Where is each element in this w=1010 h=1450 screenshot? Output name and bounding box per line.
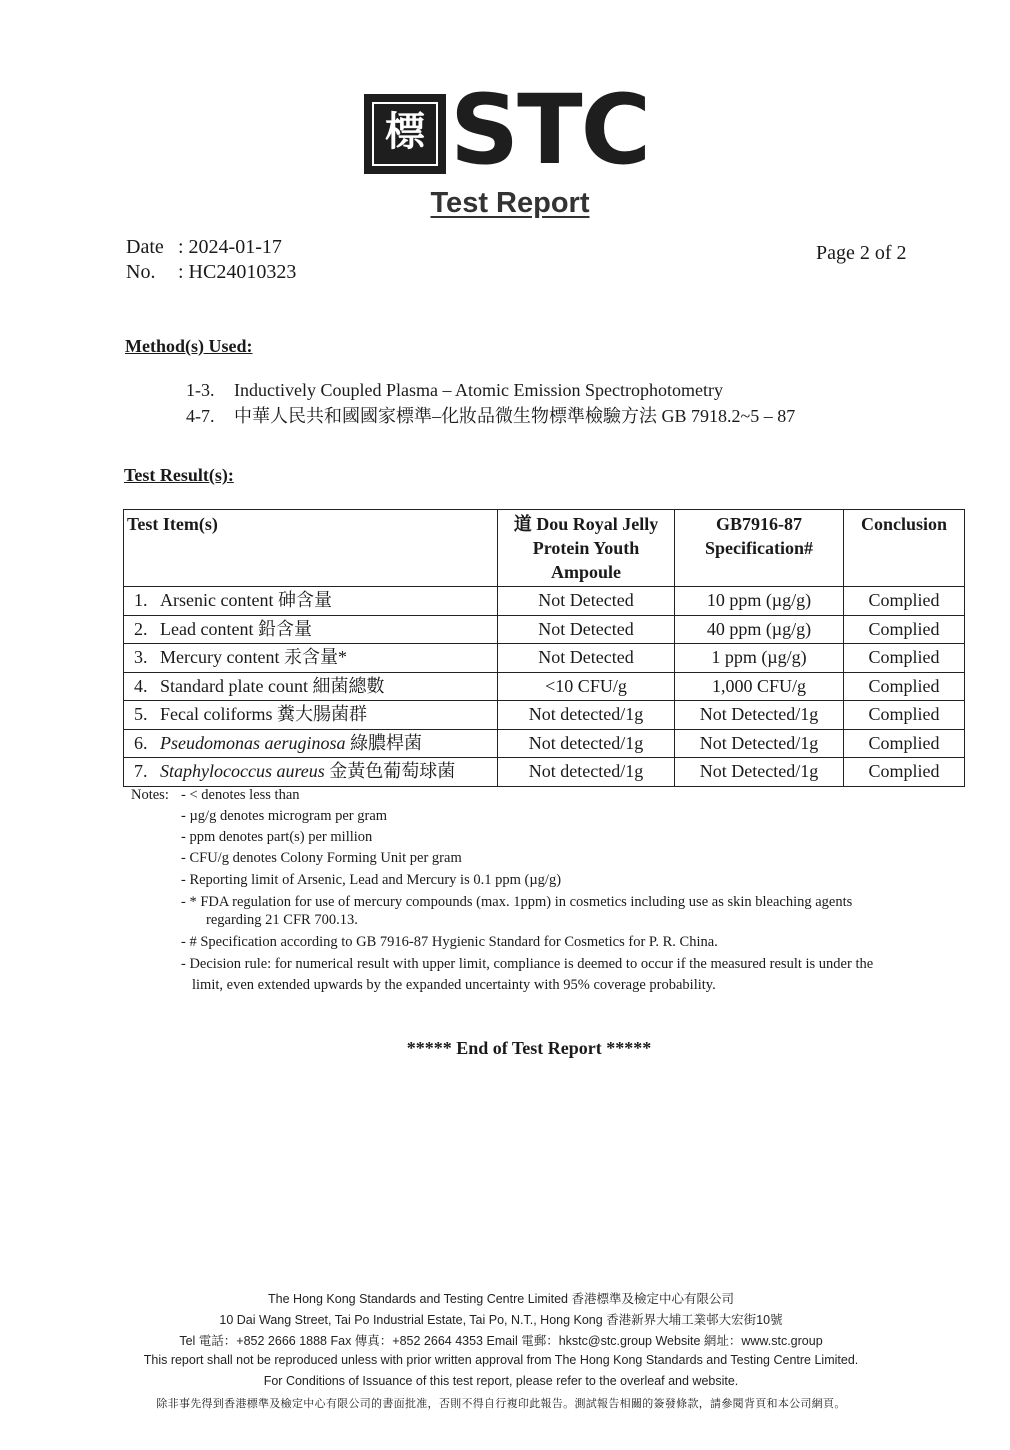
cell-specification: 1,000 CFU/g: [675, 672, 844, 701]
header-sample-line: Protein Youth: [532, 538, 640, 558]
note-line: - Decision rule: for numerical result with upper limit, compliance is deemed to occur if the measured result is under the: [181, 956, 874, 972]
methods-heading: Method(s) Used:: [125, 336, 253, 356]
note-line: - ppm denotes part(s) per million: [181, 829, 373, 845]
test-item-name: Staphylococcus aureus: [160, 761, 325, 781]
cell-test-item: [124, 758, 498, 787]
method-text: Inductively Coupled Plasma – Atomic Emission Spectrophotometry: [234, 380, 723, 400]
cell-specification: 1 ppm (µg/g): [675, 644, 844, 673]
table-row: [124, 644, 965, 673]
report-number-line: [126, 261, 296, 284]
cell-conclusion: Complied: [844, 758, 965, 787]
note-line: - µg/g denotes microgram per gram: [181, 808, 388, 824]
results-table: [123, 509, 965, 787]
cell-result: Not detected/1g: [498, 701, 675, 730]
test-item-name-cn: 砷含量: [277, 590, 332, 610]
header-specification: [675, 510, 844, 587]
header-sample-line: Ampoule: [550, 562, 621, 582]
row-number: 5.: [134, 704, 148, 724]
footer-contact: Tel 電話：+852 2666 1888 Fax 傳真：+852 2664 4353 Email 電郵：hkstc@stc.group Website 網址：www.stc.group: [179, 1334, 823, 1348]
results-heading: Test Result(s):: [124, 465, 234, 485]
row-number: 7.: [134, 761, 148, 781]
test-item-name: Standard plate count: [160, 675, 308, 696]
note-line: regarding 21 CFR 700.13.: [206, 912, 358, 928]
footer-reproduction-notice: This report shall not be reproduced unless with prior written approval from The Hong Kong Standards and Testing Centre Limited.: [143, 1353, 859, 1367]
header-sample: [498, 510, 675, 587]
footer-company: The Hong Kong Standards and Testing Centre Limited 香港標準及檢定中心有限公司: [268, 1292, 734, 1306]
note-line: - Reporting limit of Arsenic, Lead and Mercury is 0.1 ppm (µg/g): [181, 872, 562, 888]
cell-specification: Not Detected/1g: [675, 701, 844, 730]
footer-chinese-notice: 除非事先得到香港標準及檢定中心有限公司的書面批准，否則不得自行複印此報告。測試報告相關的簽發條款，請參閱背頁和本公司網頁。: [156, 1398, 846, 1410]
test-item-name-cn: 糞大腸菌群: [276, 704, 367, 724]
cell-result: Not detected/1g: [498, 758, 675, 787]
test-item-name: Lead content: [160, 618, 254, 639]
test-item-name: Pseudomonas aeruginosa: [160, 732, 346, 753]
cell-test-item: [124, 672, 498, 701]
footer-conditions: For Conditions of Issuance of this test report, please refer to the overleaf and website.: [263, 1374, 739, 1388]
cell-result: Not Detected: [498, 587, 675, 616]
row-number: 3.: [134, 647, 148, 667]
table-row: [124, 758, 965, 787]
note-line: - CFU/g denotes Colony Forming Unit per gram: [181, 850, 462, 866]
date-line: [126, 236, 282, 259]
row-number: 1.: [134, 590, 148, 610]
cell-test-item: [124, 701, 498, 730]
row-number: 6.: [134, 732, 148, 753]
report-number-value: : HC24010323: [178, 261, 297, 283]
table-row: [124, 587, 965, 616]
header-spec-line: Specification#: [705, 538, 813, 558]
cell-test-item: [124, 587, 498, 616]
method-range: 1-3.: [186, 380, 215, 400]
method-item: [186, 402, 795, 428]
note-line: - < denotes less than: [181, 787, 300, 803]
method-item: [186, 380, 723, 401]
row-number: 2.: [134, 618, 148, 639]
table-row: [124, 701, 965, 730]
cell-conclusion: Complied: [844, 644, 965, 673]
cell-specification: 10 ppm (µg/g): [675, 587, 844, 616]
header-spec-line: GB7916-87: [715, 514, 802, 534]
test-item-name-cn: 細菌總數: [312, 675, 385, 696]
method-range: 4-7.: [186, 406, 215, 426]
report-number-label: No.: [126, 261, 156, 283]
report-title: Test Report: [430, 187, 590, 219]
cell-specification: Not Detected/1g: [675, 729, 844, 758]
note-line: - * FDA regulation for use of mercury compounds (max. 1ppm) in cosmetics including use as skin bleaching agents: [181, 894, 853, 910]
cell-conclusion: Complied: [844, 672, 965, 701]
test-item-name: Arsenic content: [160, 590, 274, 610]
cell-result: <10 CFU/g: [498, 672, 675, 701]
test-item-name-cn: 汞含量*: [283, 647, 347, 667]
test-item-name-cn: 綠膿桿菌: [350, 732, 422, 753]
table-header-row: [124, 510, 965, 587]
note-line: limit, even extended upwards by the expanded uncertainty with 95% coverage probability.: [192, 977, 716, 993]
cell-result: Not detected/1g: [498, 729, 675, 758]
test-item-name-cn: 鉛含量: [257, 618, 312, 639]
header-conclusion: Conclusion: [844, 510, 965, 587]
row-number: 4.: [134, 675, 148, 696]
header-test-item: Test Item(s): [124, 510, 498, 587]
cell-conclusion: Complied: [844, 729, 965, 758]
table-row: [124, 672, 965, 701]
test-item-name-cn: 金黃色葡萄球菌: [329, 761, 456, 781]
test-item-name: Fecal coliforms: [160, 704, 273, 724]
footer-address: 10 Dai Wang Street, Tai Po Industrial Estate, Tai Po, N.T., Hong Kong 香港新界大埔工業邨大宏街10號: [219, 1313, 783, 1327]
logo-text: STC: [450, 74, 650, 186]
cell-test-item: [124, 644, 498, 673]
cell-specification: Not Detected/1g: [675, 758, 844, 787]
date-value: : 2024-01-17: [178, 236, 282, 258]
note-line: - # Specification according to GB 7916-87 Hygienic Standard for Cosmetics for P. R. China.: [181, 934, 718, 950]
date-label: Date: [126, 236, 164, 258]
logo-badge-glyph: 標: [385, 109, 425, 155]
page-number: Page 2 of 2: [816, 242, 907, 264]
table-row: [124, 615, 965, 644]
logo-badge-icon: [364, 94, 446, 174]
test-item-name: Mercury content: [160, 647, 280, 667]
end-of-report: ***** End of Test Report *****: [406, 1038, 652, 1058]
cell-conclusion: Complied: [844, 701, 965, 730]
table-row: [124, 729, 965, 758]
cell-test-item: [124, 729, 498, 758]
cell-conclusion: Complied: [844, 615, 965, 644]
cell-result: Not Detected: [498, 644, 675, 673]
cell-conclusion: Complied: [844, 587, 965, 616]
stc-logo: [364, 74, 658, 186]
cell-specification: 40 ppm (µg/g): [675, 615, 844, 644]
header-sample-line: 道 Dou Royal Jelly: [513, 514, 659, 534]
notes-label: Notes:: [131, 787, 169, 803]
cell-result: Not Detected: [498, 615, 675, 644]
cell-test-item: [124, 615, 498, 644]
method-text: 中華人民共和國國家標準–化妝品微生物標準檢驗方法 GB 7918.2~5 – 87: [234, 406, 796, 426]
